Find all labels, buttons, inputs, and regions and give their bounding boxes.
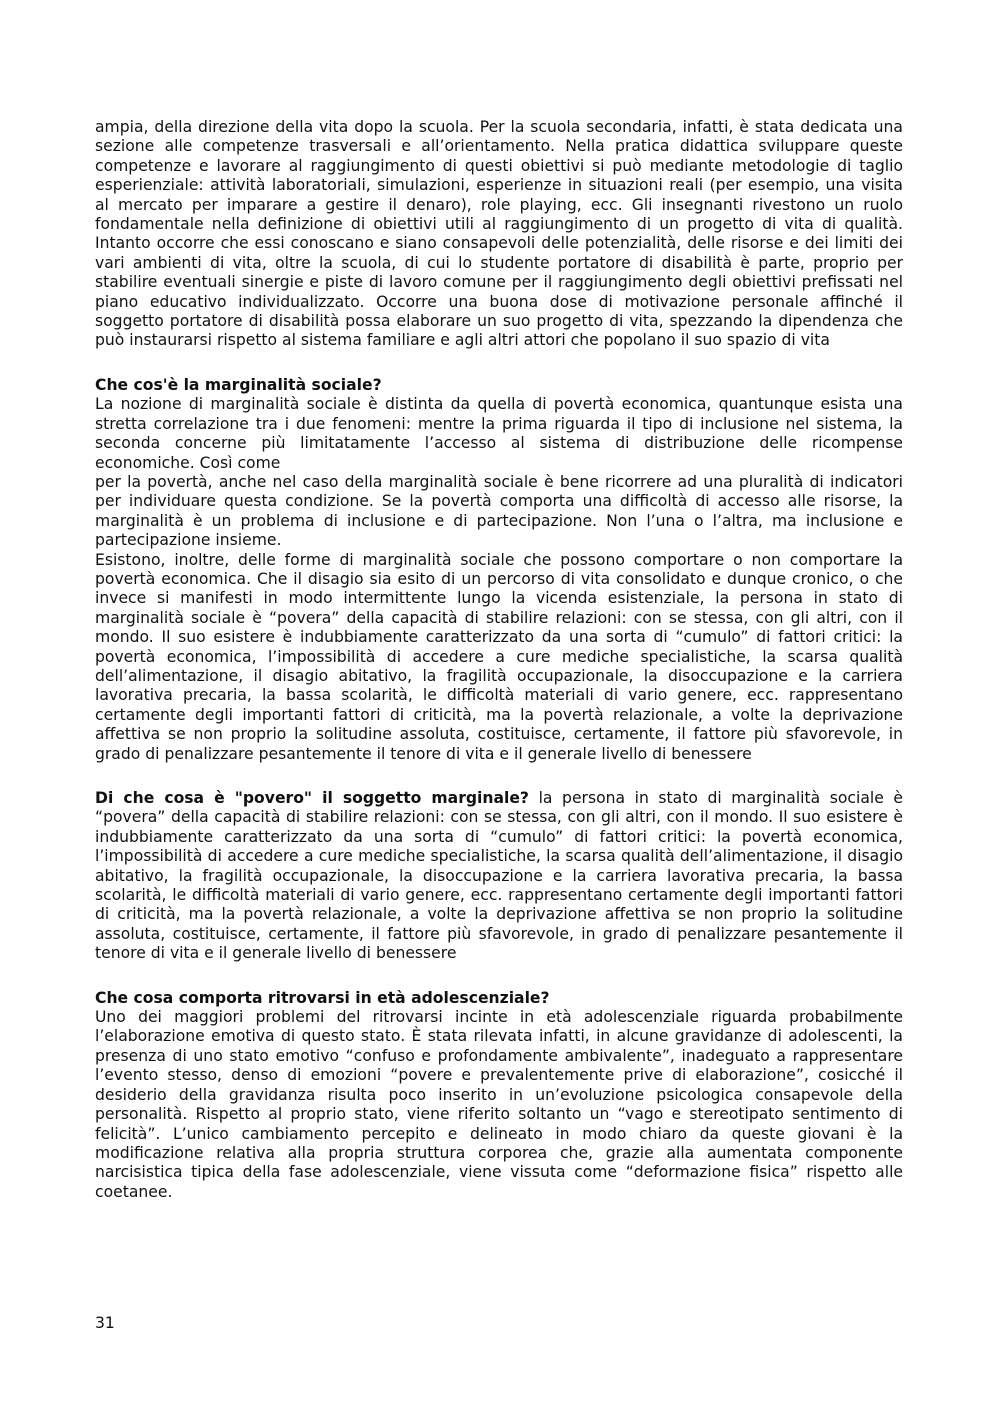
document-body	[95, 118, 903, 1202]
adolescence-paragraph: Uno dei maggiori problemi del ritrovarsi incinte in età adolescenziale riguarda probabilmente l’elaborazione emotiva di questo stato. È stata rilevata infatti, in alcune gravidanze di adolescenti, la presenza di uno stato emotivo “confuso e profondamente ambivalente”, inadeguato a rappresentare l’evento stesso, denso di emozioni “povere e prevalentemente prive di elaborazione”, cosicché il desiderio della gravidanza risulta poco inserito in un’evoluzione psicologica consapevole della personalità. Rispetto al proprio stato, viene riferito soltanto un “vago e stereotipato sentimento di felicità”. L’unico cambiamento percepito e delineato in modo chiaro da queste giovani è la modificazione relativa alla propria struttura corporea che, grazie alla aumentata componente narcisistica tipica della fase adolescenziale, viene vissuta come “deformazione fisica” rispetto alle coetanee.	[95, 1008, 903, 1201]
heading-adolescence: Che cosa comporta ritrovarsi in età adolescenziale?	[95, 988, 550, 1007]
intro-paragraph: ampia, della direzione della vita dopo la scuola. Per la scuola secondaria, infatti, è stata dedicata una sezione alle competenze trasversali e all’orientamento. Nella pratica didattica sviluppare queste competenze e lavorare al raggiungimento di questi obiettivi si può mediante metodologie di taglio esperienziale: attività laboratoriali, simulazioni, esperienze in situazioni reali (per esempio, una visita al mercato per imparare a gestire il denaro), role playing, ecc. Gli insegnanti rivestono un ruolo fondamentale nella definizione di obiettivi utili al raggiungimento di un progetto di vita di qualità. Intanto occorre che essi conoscano e siano consapevoli delle potenzialità, delle risorse e dei limiti dei vari ambienti di vita, oltre la scuola, di cui lo studente portatore di disabilità è parte, proprio per stabilire eventuali sinergie e piste di lavoro comune per il raggiungimento degli obiettivi prefissati nel piano educativo individualizzato. Occorre una buona dose di motivazione personale affinché il soggetto portatore di disabilità possa elaborare un suo progetto di vita, spezzando la dipendenza che può instaurarsi rispetto al sistema familiare e agli altri attori che popolano il suo spazio di vita	[95, 118, 903, 350]
spacer	[95, 764, 903, 789]
spacer	[95, 351, 903, 376]
marginality-paragraph-1a: La nozione di marginalità sociale è distinta da quella di povertà economica, quantunque esista una stretta correlazione tra i due fenomeni: mentre la prima riguarda il tipo di inclusione nel sistema, la seconda concerne più limitatamente l’accesso al sistema di distribuzione delle ricompense economiche. Così come	[95, 395, 903, 472]
poor-subject-paragraph	[95, 789, 903, 964]
page-number: 31	[95, 1314, 115, 1332]
poor-subject-text: la persona in stato di marginalità sociale è “povera” della capacità di stabilire relazioni: con se stessa, con gli altri, con il mondo. Il suo esistere è indubbiamente caratterizzato da una sorta di “cumulo” di fattori critici: la povertà economica, l’impossibilità di accedere a cure mediche specialistiche, la scarsa qualità dell’alimentazione, il disagio abitativo, la fragilità occupazionale, la disoccupazione e la carriera lavorativa precaria, la bassa scolarità, le difficoltà materiali di vario genere, ecc. rappresentano certamente degli importanti fattori di criticità, ma la povertà relazionale, a volte la deprivazione affettiva se non proprio la solitudine assoluta, costituisce, certamente, il fattore più sfavorevole, in grado di penalizzare pesantemente il tenore di vita e il generale livello di benessere	[95, 789, 903, 963]
marginality-paragraph-2: Esistono, inoltre, delle forme di marginalità sociale che possono comportare o non comportare la povertà economica. Che il disagio sia esito di un percorso di vita consolidato e dunque cronico, o che invece si manifesti in modo intermittente lungo la vicenda esistenziale, la persona in stato di marginalità sociale è “povera” della capacità di stabilire relazioni: con se stessa, con gli altri, con il mondo. Il suo esistere è indubbiamente caratterizzato da una sorta di “cumulo” di fattori critici: la povertà economica, l’impossibilità di accedere a cure mediche specialistiche, la scarsa qualità dell’alimentazione, il disagio abitativo, la fragilità occupazionale, la disoccupazione e la carriera lavorativa precaria, la bassa scolarità, le difficoltà materiali di vario genere, ecc. rappresentano certamente degli importanti fattori di criticità, ma la povertà relazionale, a volte la deprivazione affettiva se non proprio la solitudine assoluta, costituisce, certamente, il fattore più sfavorevole, in grado di penalizzare pesantemente il tenore di vita e il generale livello di benessere	[95, 550, 903, 763]
heading-marginality: Che cos'è la marginalità sociale?	[95, 375, 382, 394]
heading-poor-subject: Di che cosa è "povero" il soggetto marginale?	[95, 789, 529, 807]
spacer	[95, 964, 903, 989]
marginality-paragraph-1b: per la povertà, anche nel caso della marginalità sociale è bene ricorrere ad una pluralità di indicatori per individuare questa condizione. Se la povertà comporta una difficoltà di accesso alle risorse, la marginalità è un problema di inclusione e di partecipazione. Non l’una o l’altra, ma inclusione e partecipazione insieme.	[95, 472, 903, 550]
